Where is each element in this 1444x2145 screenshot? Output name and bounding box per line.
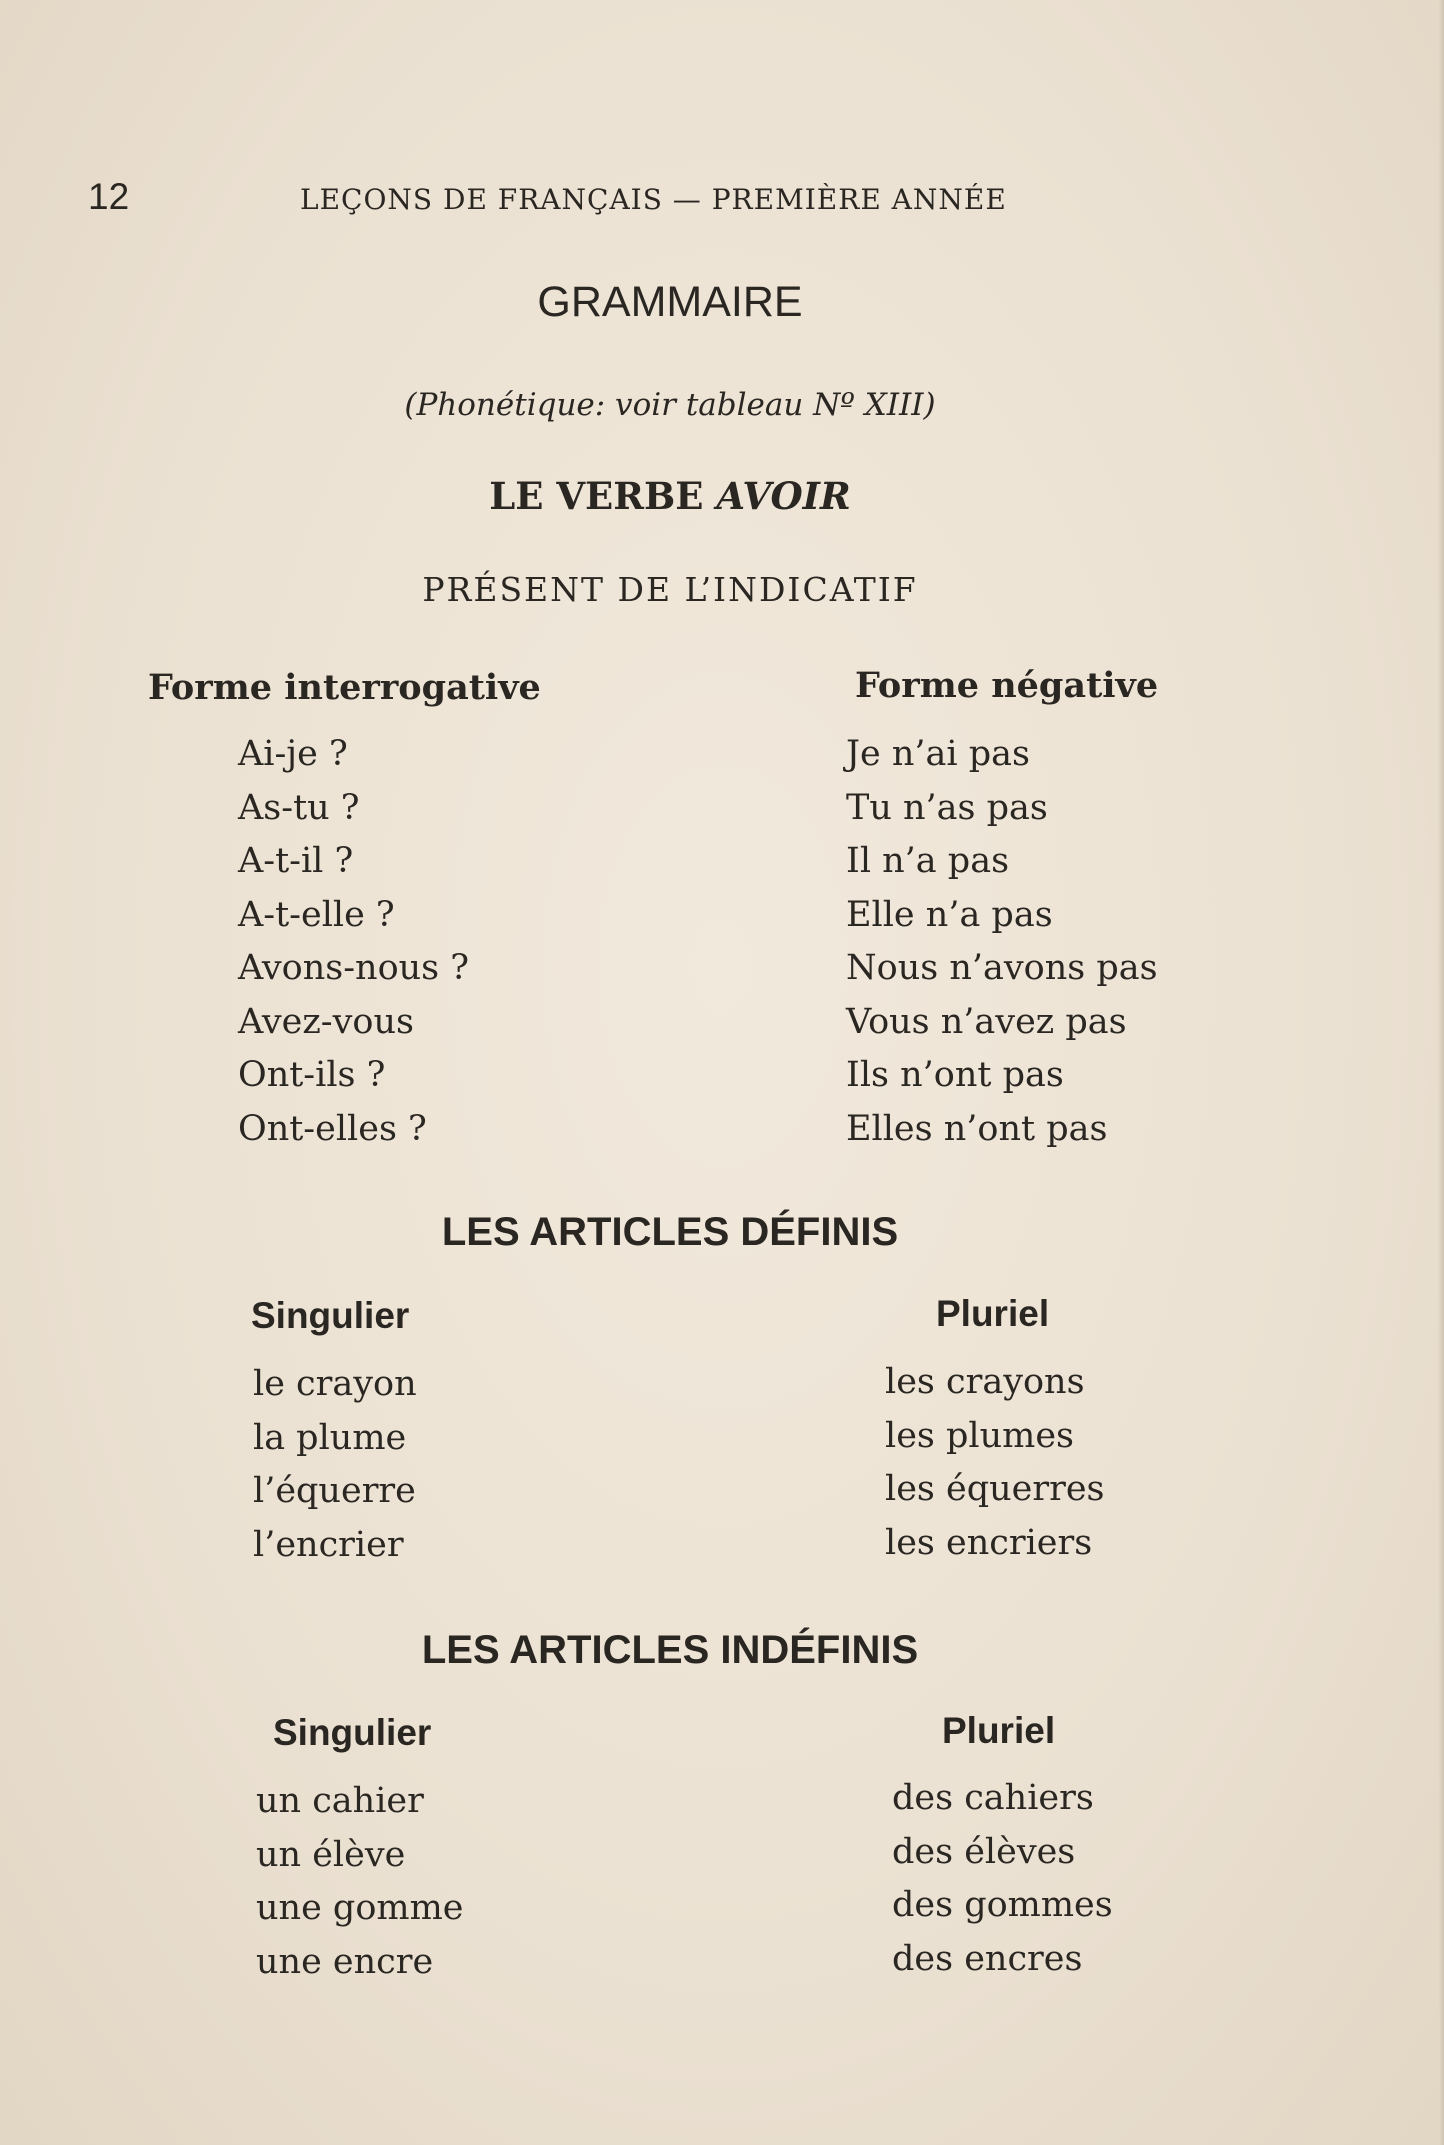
- list-item: des cahiers: [892, 1778, 1094, 1818]
- page-edge: [1438, 0, 1444, 2145]
- list-item: Je n’ai pas: [846, 734, 1030, 774]
- list-item: le crayon: [253, 1364, 417, 1404]
- indefinite-plural-heading: Pluriel: [942, 1710, 1056, 1751]
- list-item: A-t-elle ?: [238, 894, 395, 935]
- list-item: Avons-nous ?: [238, 948, 470, 988]
- list-item: les crayons: [885, 1362, 1085, 1402]
- list-item: Elle n’a pas: [846, 894, 1053, 935]
- list-item: des élèves: [892, 1831, 1076, 1872]
- phonetic-note: (Phonétique: voir tableau Nº XIII): [404, 387, 936, 423]
- indefinite-articles-heading: LES ARTICLES INDÉFINIS: [421, 1628, 919, 1672]
- list-item: As-tu ?: [238, 787, 360, 828]
- definite-plural-heading: Pluriel: [936, 1293, 1050, 1334]
- verb-heading-prefix: LE VERBE: [489, 474, 704, 518]
- page-number: 12: [88, 176, 130, 217]
- list-item: les plumes: [885, 1415, 1074, 1456]
- running-head: LEÇONS DE FRANÇAIS — PREMIÈRE ANNÉE: [300, 183, 1007, 216]
- list-item: Ai-je ?: [238, 734, 348, 774]
- list-item: les équerres: [885, 1469, 1105, 1509]
- interrogative-heading: Forme interrogative: [148, 667, 541, 708]
- list-item: Tu n’as pas: [846, 787, 1048, 828]
- definite-plural-list: [885, 1356, 1105, 1570]
- list-item: Avez-vous: [238, 1001, 414, 1042]
- list-item: un élève: [256, 1834, 406, 1875]
- list-item: des encres: [892, 1938, 1083, 1979]
- definite-articles-heading: LES ARTICLES DÉFINIS: [441, 1210, 899, 1254]
- negative-list: [846, 728, 1158, 1156]
- list-item: une gomme: [256, 1888, 464, 1928]
- tense-heading: PRÉSENT DE L’INDICATIF: [422, 570, 918, 609]
- verb-heading: [0, 474, 1340, 518]
- list-item: une encre: [256, 1941, 434, 1982]
- list-item: des gommes: [892, 1885, 1113, 1925]
- definite-singular-heading: Singulier: [251, 1295, 410, 1336]
- list-item: un cahier: [256, 1781, 424, 1821]
- list-item: Ont-elles ?: [238, 1108, 427, 1149]
- interrogative-list: [238, 728, 469, 1156]
- list-item: Nous n’avons pas: [846, 948, 1158, 988]
- list-item: Ont-ils ?: [238, 1055, 386, 1095]
- list-item: Il n’a pas: [846, 841, 1010, 881]
- list-item: Vous n’avez pas: [846, 1001, 1127, 1042]
- list-item: A-t-il ?: [238, 841, 354, 881]
- indefinite-singular-heading: Singulier: [273, 1712, 432, 1753]
- section-title: GRAMMAIRE: [537, 278, 803, 326]
- list-item: l’équerre: [253, 1471, 416, 1511]
- definite-singular-list: [253, 1358, 417, 1572]
- list-item: les encriers: [885, 1522, 1093, 1563]
- list-item: Elles n’ont pas: [846, 1108, 1108, 1149]
- negative-heading: Forme négative: [855, 665, 1159, 706]
- list-item: la plume: [253, 1417, 407, 1458]
- list-item: l’encrier: [253, 1524, 404, 1565]
- indefinite-singular-list: [256, 1775, 464, 1989]
- indefinite-plural-list: [892, 1772, 1113, 1986]
- verb-heading-verb: AVOIR: [716, 474, 851, 518]
- list-item: Ils n’ont pas: [846, 1055, 1064, 1095]
